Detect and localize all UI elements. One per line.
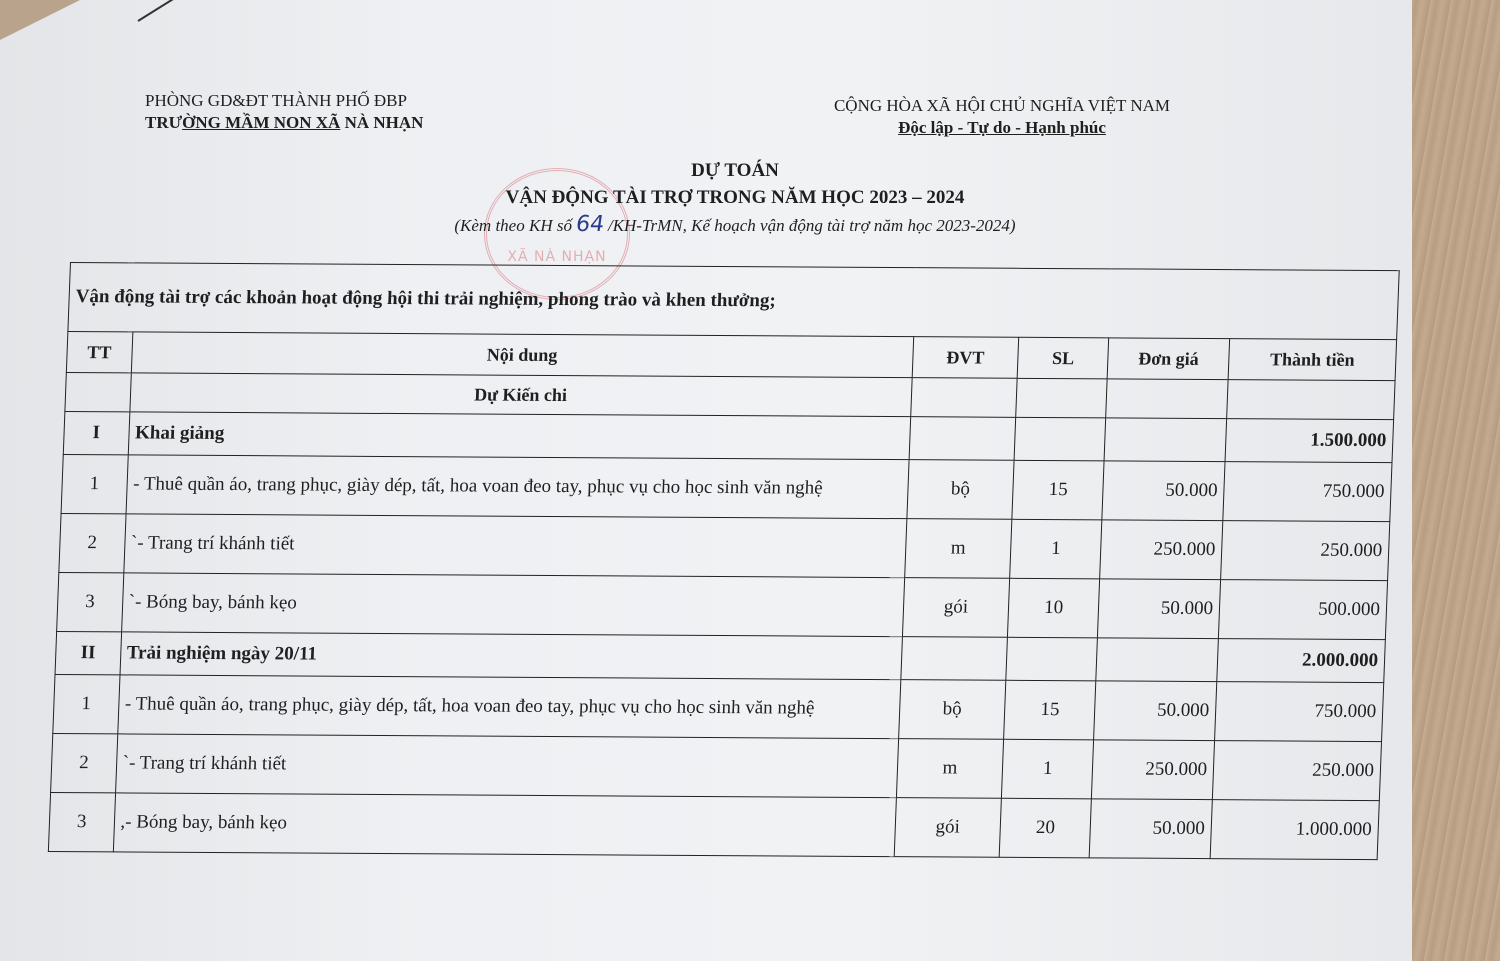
empty-cell [1104, 418, 1226, 462]
item-content: `- Bóng bay, bánh kẹo [121, 573, 904, 637]
item-amount: 750.000 [1215, 682, 1384, 742]
group-total: 2.000.000 [1217, 639, 1386, 683]
section-heading: Vận động tài trợ các khoản hoạt động hội thi trải nghiệm, phong trào và khen thưởng; [68, 263, 1399, 340]
item-unit: gói [894, 798, 1002, 858]
group-number: I [63, 412, 129, 455]
empty-cell [1096, 638, 1218, 682]
table-row [48, 792, 1379, 859]
document-subtitle: VẬN ĐỘNG TÀI TRỢ TRONG NĂM HỌC 2023 – 2024 [505, 187, 965, 208]
table-row [51, 733, 1382, 800]
item-unit-price: 250.000 [1100, 520, 1223, 580]
item-amount: 1.000.000 [1210, 800, 1379, 860]
empty-cell [909, 417, 1016, 461]
table-row [57, 572, 1388, 639]
item-quantity: 1 [1002, 739, 1094, 799]
empty-cell [901, 637, 1008, 681]
item-content: `- Trang trí khánh tiết [123, 514, 906, 578]
document-reference: (Kèm theo KH số 64 /KH-TrMN, Kế hoạch vận động tài trợ năm học 2023-2024) [454, 212, 1016, 237]
subheading: Dự Kiến chi [129, 373, 912, 417]
col-header-amount: Thành tiền [1228, 339, 1396, 381]
item-number: 2 [59, 513, 126, 572]
item-number: 3 [57, 572, 124, 631]
national-title: CỘNG HÒA XÃ HỘI CHỦ NGHĨA VIỆT NAM [833, 96, 1171, 115]
item-unit-price: 50.000 [1094, 681, 1217, 741]
table-row [59, 513, 1390, 580]
group-name: Khai giảng [128, 412, 911, 460]
item-content: - Thuê quần áo, trang phục, giày dép, tất, hoa voan đeo tay, phục vụ cho học sinh văn nghệ [126, 455, 909, 519]
item-amount: 500.000 [1218, 580, 1387, 640]
item-quantity: 1 [1010, 519, 1102, 579]
item-content: - Thuê quần áo, trang phục, giày dép, tất, hoa voan đeo tay, phục vụ cho học sinh văn nghệ [117, 675, 900, 739]
item-unit: bộ [898, 680, 1006, 740]
national-motto: Độc lập - Tự do - Hạnh phúc [898, 118, 1106, 137]
group-total: 1.500.000 [1225, 419, 1394, 463]
group-name: Trải nghiệm ngày 20/11 [120, 632, 903, 680]
col-header-content: Nội dung [131, 332, 914, 378]
item-amount: 250.000 [1221, 521, 1390, 581]
group-number: II [55, 631, 121, 674]
item-quantity: 15 [1012, 460, 1104, 520]
item-unit: bộ [907, 460, 1015, 520]
col-header-price: Đơn giá [1107, 338, 1229, 380]
item-quantity: 10 [1008, 578, 1100, 638]
item-number: 1 [61, 454, 128, 513]
item-unit: m [896, 739, 1004, 799]
col-header-tt: TT [66, 332, 132, 373]
col-header-unit: ĐVT [912, 337, 1019, 379]
red-seal-stamp: XÃ NÀ NHẠN [484, 168, 630, 300]
budget-table [48, 262, 1400, 860]
header-right [812, 95, 1192, 139]
document-title: DỰ TOÁN [691, 160, 779, 181]
item-content: `- Trang trí khánh tiết [115, 734, 898, 798]
school-name: TRƯỜNG MẦM NON XÃ NÀ NHẠN [145, 113, 424, 132]
empty-cell [1006, 637, 1098, 681]
title-block [380, 158, 1090, 239]
item-unit: m [904, 519, 1012, 579]
item-content: ,- Bóng bay, bánh kẹo [113, 793, 896, 857]
department-name: PHÒNG GD&ĐT THÀNH PHỐ ĐBP [145, 91, 407, 110]
item-amount: 250.000 [1212, 741, 1381, 801]
table-row [53, 674, 1384, 741]
item-amount: 750.000 [1223, 462, 1392, 522]
item-unit: gói [902, 578, 1010, 638]
empty-cell [1014, 417, 1106, 461]
item-quantity: 20 [999, 798, 1091, 858]
item-unit-price: 250.000 [1092, 740, 1215, 800]
item-unit-price: 50.000 [1102, 461, 1225, 521]
section-heading-row [68, 263, 1399, 340]
col-header-qty: SL [1017, 337, 1109, 379]
item-number: 2 [51, 733, 118, 792]
item-unit-price: 50.000 [1098, 579, 1221, 639]
handwritten-number: 64 [574, 212, 606, 237]
header-left [145, 90, 423, 134]
budget-table-wrapper [48, 262, 1400, 860]
table-row [61, 454, 1392, 521]
item-unit-price: 50.000 [1089, 799, 1212, 859]
item-number: 1 [53, 674, 120, 733]
item-number: 3 [48, 792, 115, 851]
item-quantity: 15 [1004, 680, 1096, 740]
